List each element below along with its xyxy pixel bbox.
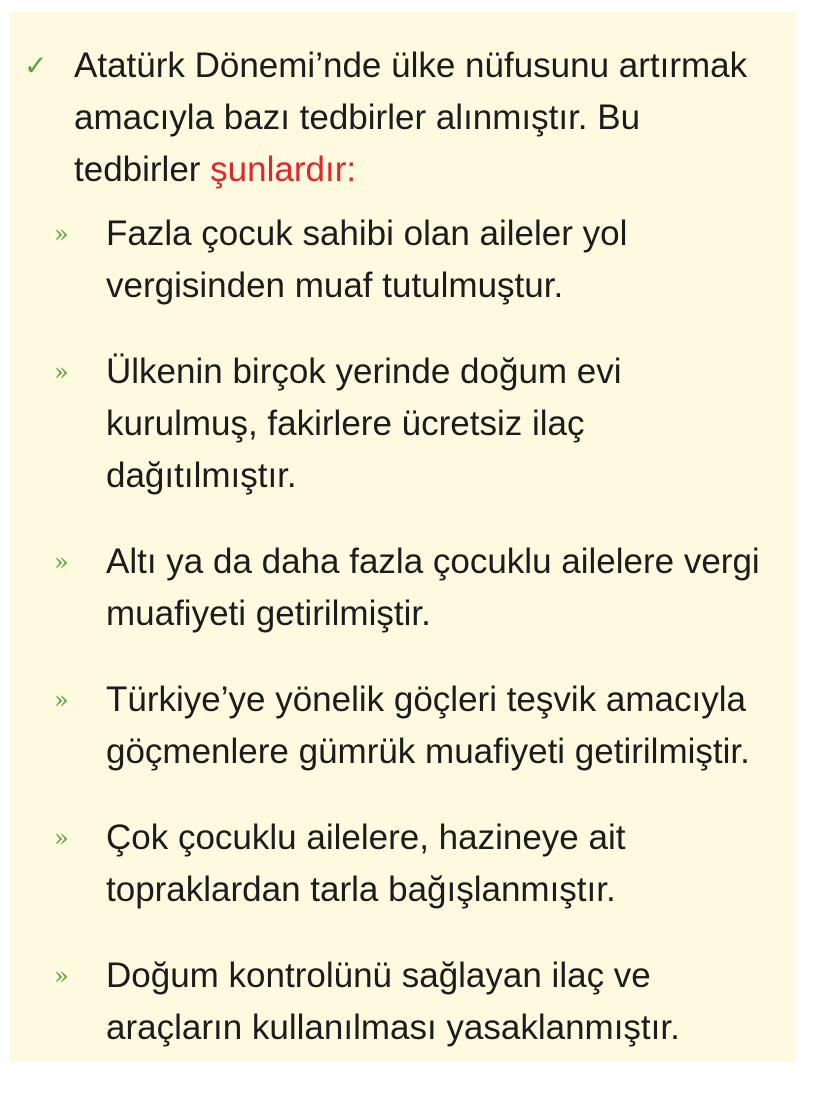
intro-text-main: Atatürk Dönemi’nde ülke nüfusunu artırmak amacıyla bazı tedbirler alınmıştır. Bu tedbirler bbox=[74, 46, 748, 189]
check-icon: ✓ bbox=[24, 49, 48, 82]
bullet-chevron-icon: » bbox=[54, 220, 69, 248]
intro-highlight: şunlardır: bbox=[210, 150, 357, 189]
list-item-text: Çok çocuklu ailelere, hazineye ait topraklardan tarla bağışlanmıştır. bbox=[106, 818, 626, 909]
list-item bbox=[10, 674, 796, 778]
list-item-text: Doğum kontrolünü sağlayan ilaç ve araçların kullanılması yasaklanmıştır. bbox=[106, 956, 680, 1047]
list-item-text: Ülkenin birçok yerinde doğum evi kurulmuş, fakirlere ücretsiz ilaç dağıtılmıştır. bbox=[106, 352, 622, 495]
measures-list bbox=[10, 208, 796, 1088]
list-item bbox=[10, 812, 796, 916]
intro-text bbox=[74, 40, 774, 196]
bullet-chevron-icon: » bbox=[54, 358, 69, 386]
bullet-chevron-icon: » bbox=[54, 548, 69, 576]
list-item bbox=[10, 950, 796, 1054]
list-item-text: Fazla çocuk sahibi olan aileler yol vergisinden muaf tutulmuştur. bbox=[106, 214, 628, 305]
list-item-text: Altı ya da daha fazla çocuklu ailelere vergi muafiyeti getirilmiştir. bbox=[106, 542, 760, 633]
list-item bbox=[10, 536, 796, 640]
list-item bbox=[10, 208, 796, 312]
info-panel bbox=[10, 12, 796, 1062]
list-item-text: Türkiye’ye yönelik göçleri teşvik amacıyla göçmenlere gümrük muafiyeti getirilmiştir. bbox=[106, 680, 750, 771]
bullet-chevron-icon: » bbox=[54, 824, 69, 852]
bullet-chevron-icon: » bbox=[54, 962, 69, 990]
bullet-chevron-icon: » bbox=[54, 686, 69, 714]
list-item bbox=[10, 346, 796, 502]
